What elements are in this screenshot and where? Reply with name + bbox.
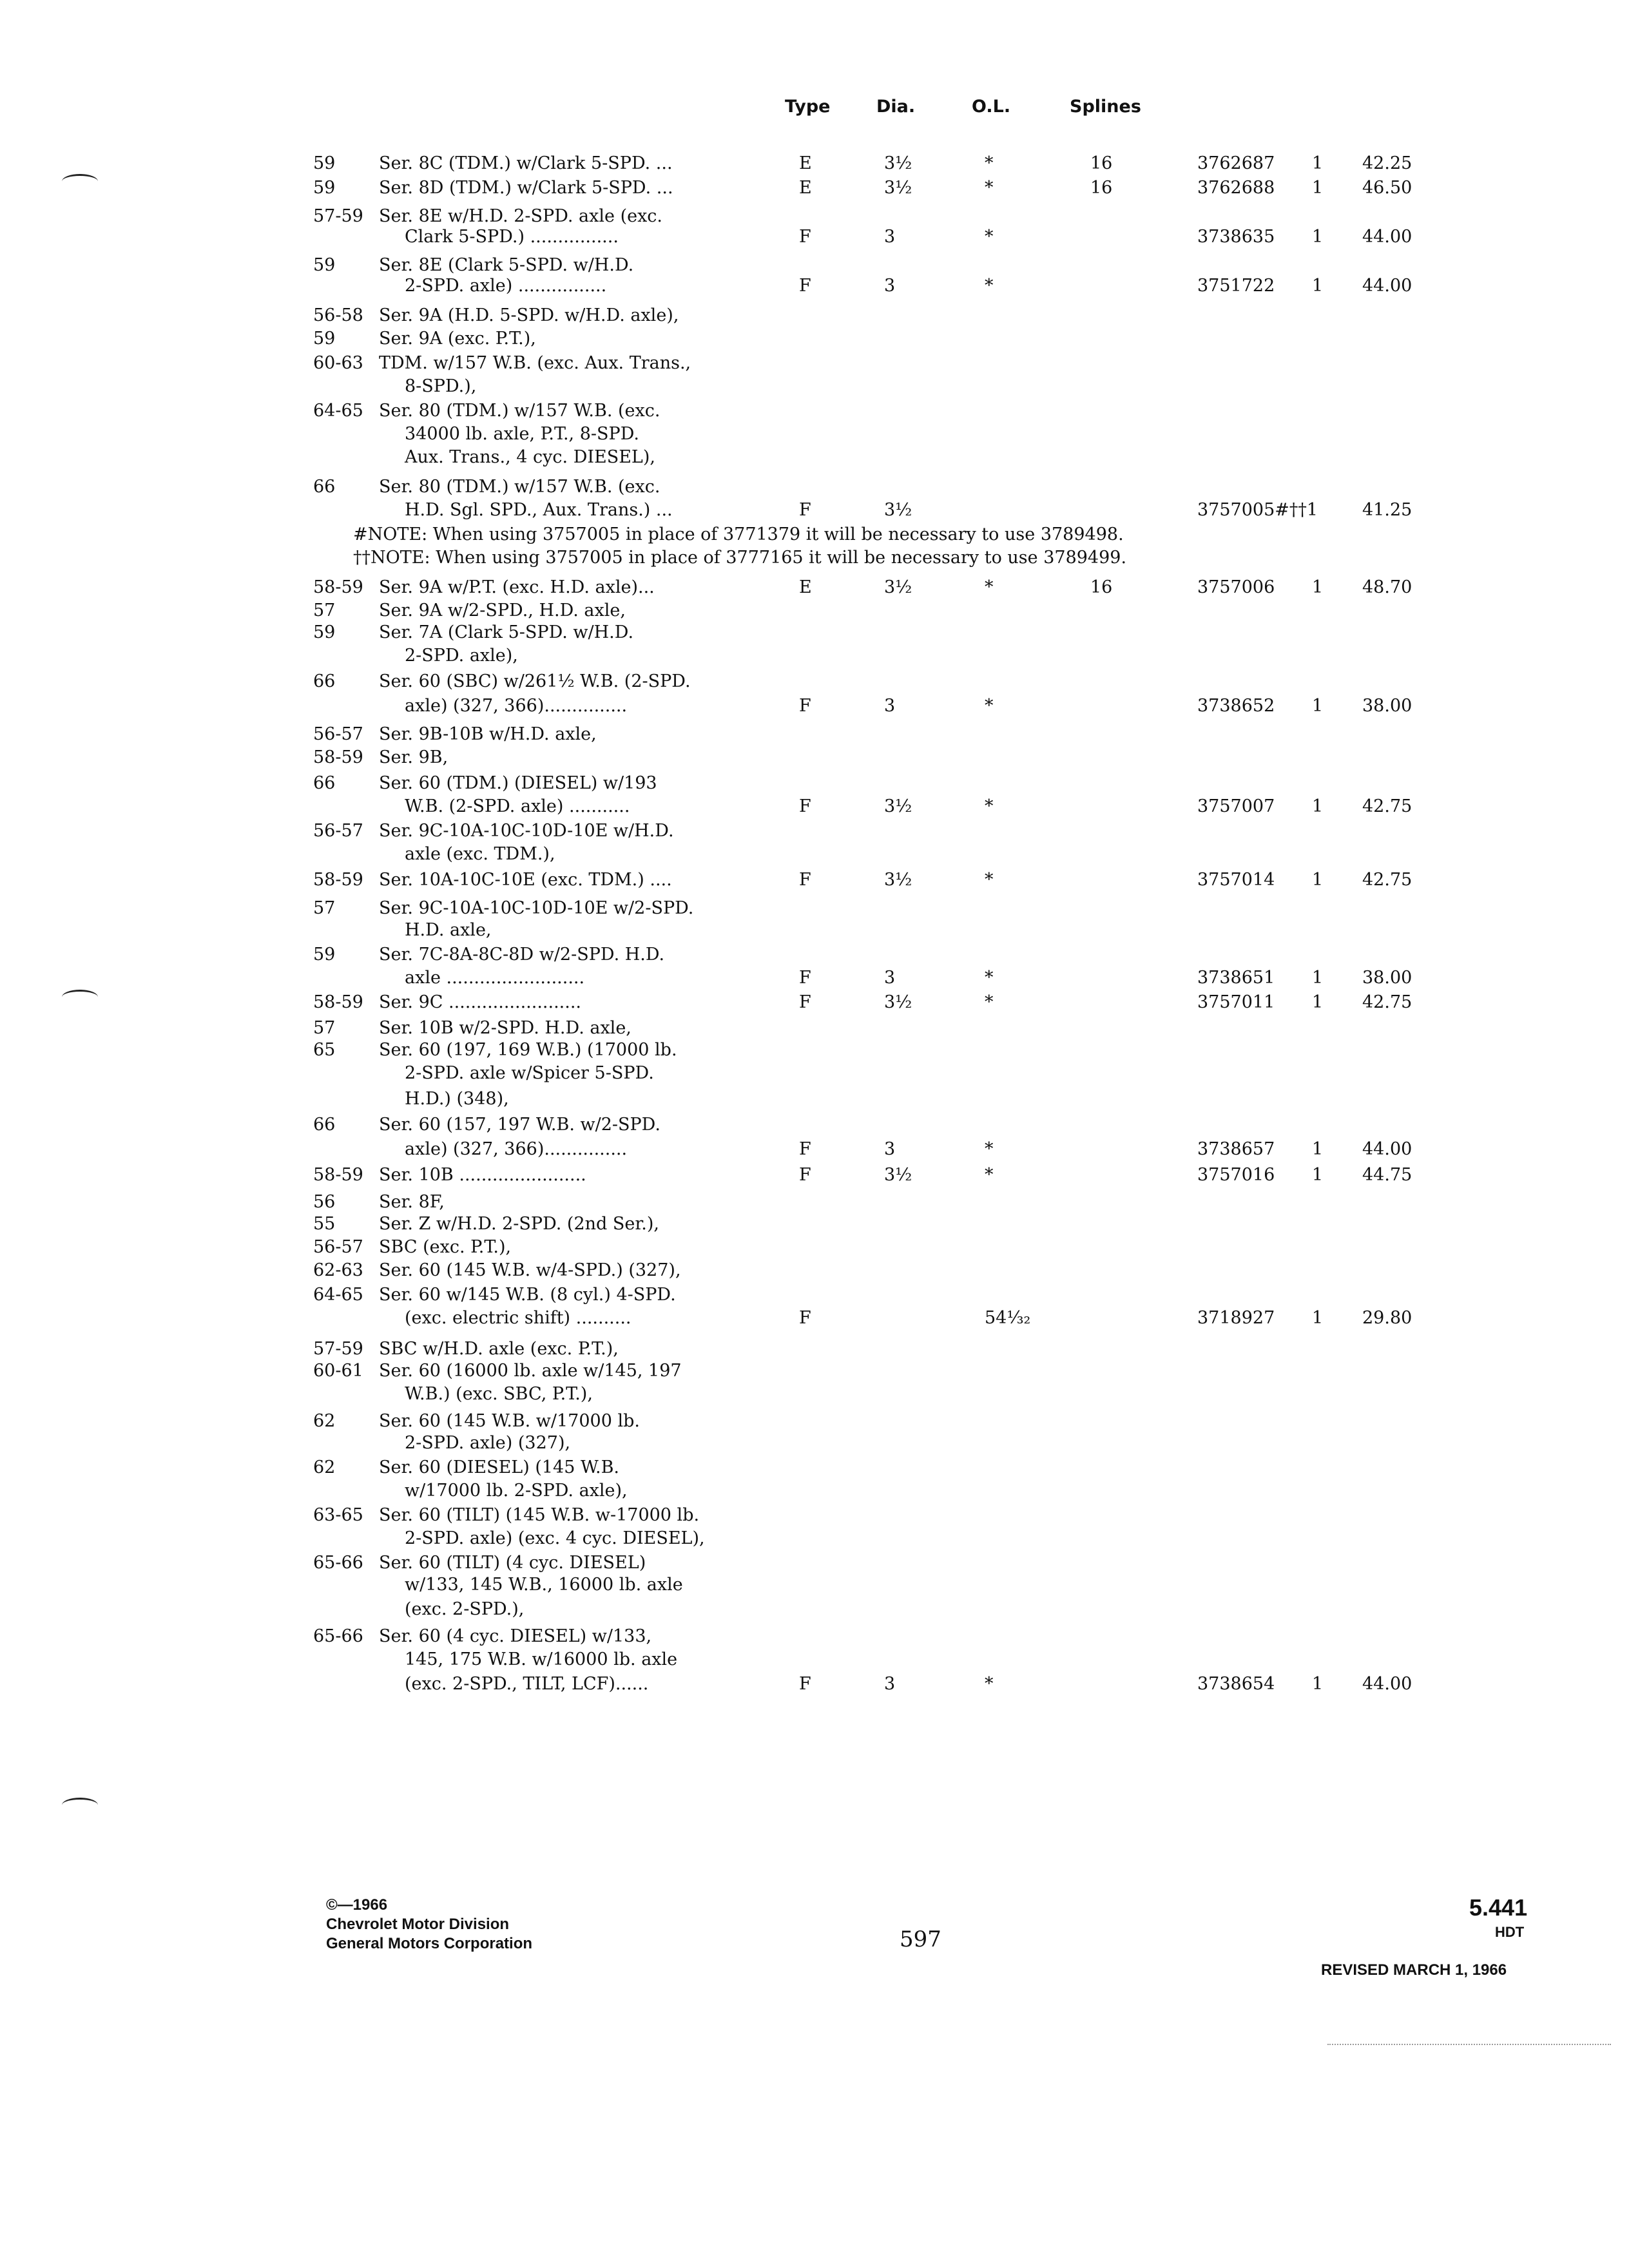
diameter-cell: 3 — [884, 696, 896, 716]
part-number-cell: 3738651 — [1197, 968, 1275, 988]
model-year: 65-66 — [313, 1553, 363, 1573]
quantity-cell: 1 — [1312, 796, 1324, 816]
overall-length-cell: 54¹⁄₃₂ — [985, 1308, 1031, 1328]
application-description: Ser. 9C-10A-10C-10D-10E w/2-SPD. — [379, 898, 694, 918]
part-number-cell: 3757007 — [1197, 796, 1275, 816]
model-year: 57 — [313, 898, 336, 918]
application-description: Ser. 8F, — [379, 1192, 445, 1212]
table-row — [0, 500, 1629, 526]
type-cell: F — [799, 500, 811, 520]
note-text: ††NOTE: When using 3757005 in place of 3777165 it will be necessary to use 3789499. — [353, 548, 1127, 568]
table-row — [0, 1575, 1629, 1600]
part-number-cell: 3757005#††1 — [1197, 500, 1318, 520]
application-description: TDM. w/157 W.B. (exc. Aux. Trans., — [379, 353, 691, 373]
overall-length-cell: * — [985, 1674, 994, 1694]
quantity-cell: 1 — [1312, 1165, 1324, 1185]
quantity-cell: 1 — [1312, 870, 1324, 890]
model-year: 66 — [313, 477, 336, 497]
application-description: Ser. 60 (TILT) (145 W.B. w-17000 lb. — [379, 1505, 700, 1525]
application-description: Ser. 8C (TDM.) w/Clark 5-SPD. ... — [379, 153, 673, 173]
application-description: H.D.) (348), — [405, 1089, 509, 1109]
application-description: 8-SPD.), — [405, 376, 477, 396]
table-row — [0, 227, 1629, 253]
splines-cell: 16 — [1090, 577, 1113, 597]
diameter-cell: 3½ — [884, 500, 912, 520]
application-description: w/17000 lb. 2-SPD. axle), — [405, 1481, 628, 1501]
table-row — [0, 1063, 1629, 1089]
splines-cell: 16 — [1090, 153, 1113, 173]
price-cell: 42.25 — [1362, 153, 1412, 173]
table-row — [0, 1089, 1629, 1115]
table-row — [0, 1040, 1629, 1066]
application-description: Aux. Trans., 4 cyc. DIESEL), — [405, 447, 655, 467]
table-row — [0, 920, 1629, 946]
diameter-cell: 3 — [884, 1139, 896, 1159]
overall-length-cell: * — [985, 227, 994, 247]
application-description: Ser. 10B ....................... — [379, 1165, 586, 1185]
price-cell: 48.70 — [1362, 577, 1412, 597]
model-year: 58-59 — [313, 870, 363, 890]
application-description: axle) (327, 366)............... — [405, 696, 628, 716]
application-description: Ser. 10B w/2-SPD. H.D. axle, — [379, 1018, 631, 1038]
table-row — [0, 696, 1629, 722]
application-description: Ser. 8E w/H.D. 2-SPD. axle (exc. — [379, 206, 663, 226]
application-description: W.B. (2-SPD. axle) ........... — [405, 796, 630, 816]
overall-length-cell: * — [985, 796, 994, 816]
table-row — [0, 447, 1629, 473]
application-description: (exc. electric shift) .......... — [405, 1308, 631, 1328]
model-year: 62 — [313, 1411, 336, 1431]
application-description: Ser. 60 (16000 lb. axle w/145, 197 — [379, 1361, 682, 1381]
type-cell: F — [799, 1308, 811, 1328]
part-number-cell: 3738635 — [1197, 227, 1275, 247]
column-header-dia: Dia. — [876, 97, 916, 117]
application-description: 2-SPD. axle w/Spicer 5-SPD. — [405, 1063, 654, 1083]
table-row — [0, 747, 1629, 773]
table-row — [0, 1260, 1629, 1286]
table-row — [0, 1481, 1629, 1506]
overall-length-cell: * — [985, 696, 994, 716]
application-description: (exc. 2-SPD.), — [405, 1599, 525, 1619]
model-year: 65-66 — [313, 1626, 363, 1646]
model-year: 62 — [313, 1457, 336, 1477]
diameter-cell: 3½ — [884, 577, 912, 597]
application-description: Ser. 60 (145 W.B. w/17000 lb. — [379, 1411, 640, 1431]
application-description: Ser. 60 (157, 197 W.B. w/2-SPD. — [379, 1115, 660, 1135]
application-description: Ser. Z w/H.D. 2-SPD. (2nd Ser.), — [379, 1214, 660, 1234]
price-cell: 42.75 — [1362, 992, 1412, 1012]
overall-length-cell: * — [985, 870, 994, 890]
application-description: H.D. axle, — [405, 920, 492, 940]
part-number-cell: 3738652 — [1197, 696, 1275, 716]
model-year: 59 — [313, 945, 336, 965]
table-row — [0, 376, 1629, 402]
model-year: 58-59 — [313, 1165, 363, 1185]
table-row — [0, 424, 1629, 450]
table-row — [0, 577, 1629, 603]
price-cell: 38.00 — [1362, 696, 1412, 716]
application-description: Ser. 8E (Clark 5-SPD. w/H.D. — [379, 255, 634, 275]
overall-length-cell: * — [985, 992, 994, 1012]
column-header-ol: O.L. — [972, 97, 1011, 117]
application-description: Ser. 9B-10B w/H.D. axle, — [379, 724, 597, 744]
part-number-cell: 3757016 — [1197, 1165, 1275, 1185]
table-row — [0, 671, 1629, 697]
copyright-line: ©—1966 — [326, 1896, 388, 1914]
table-row — [0, 796, 1629, 822]
application-description: Ser. 60 (TDM.) (DIESEL) w/193 — [379, 773, 657, 793]
quantity-cell: 1 — [1312, 153, 1324, 173]
application-description: Ser. 9A (H.D. 5-SPD. w/H.D. axle), — [379, 305, 679, 325]
model-year: 62-63 — [313, 1260, 363, 1280]
part-number-cell: 3757014 — [1197, 870, 1275, 890]
model-year: 57-59 — [313, 1339, 363, 1359]
quantity-cell: 1 — [1312, 227, 1324, 247]
application-description: Ser. 9A (exc. P.T.), — [379, 329, 536, 349]
type-cell: F — [799, 696, 811, 716]
type-cell: F — [799, 968, 811, 988]
table-row — [0, 1115, 1629, 1140]
model-year: 63-65 — [313, 1505, 363, 1525]
type-cell: F — [799, 1139, 811, 1159]
overall-length-cell: * — [985, 1139, 994, 1159]
diameter-cell: 3 — [884, 227, 896, 247]
price-cell: 42.75 — [1362, 796, 1412, 816]
model-year: 59 — [313, 178, 336, 198]
corporation-line: General Motors Corporation — [326, 1935, 533, 1952]
table-row — [0, 844, 1629, 870]
table-row — [0, 821, 1629, 847]
table-row — [0, 1599, 1629, 1625]
part-number-cell: 3738654 — [1197, 1674, 1275, 1694]
splines-cell: 16 — [1090, 178, 1113, 198]
diameter-cell: 3 — [884, 1674, 896, 1694]
table-row — [0, 646, 1629, 671]
table-row — [0, 870, 1629, 896]
part-number-cell: 3751722 — [1197, 276, 1275, 296]
model-year: 66 — [313, 671, 336, 691]
type-cell: F — [799, 276, 811, 296]
diameter-cell: 3 — [884, 968, 896, 988]
price-cell: 44.00 — [1362, 1674, 1412, 1694]
model-year: 59 — [313, 153, 336, 173]
overall-length-cell: * — [985, 577, 994, 597]
type-cell: F — [799, 992, 811, 1012]
table-row — [0, 1626, 1629, 1652]
table-row — [0, 401, 1629, 427]
application-description: H.D. Sgl. SPD., Aux. Trans.) ... — [405, 500, 673, 520]
table-row — [0, 1361, 1629, 1387]
table-row — [0, 353, 1629, 379]
table-note — [0, 548, 1629, 573]
type-cell: E — [799, 577, 812, 597]
model-year: 55 — [313, 1214, 336, 1234]
section-subtitle: HDT — [1495, 1924, 1525, 1940]
quantity-cell: 1 — [1312, 1674, 1324, 1694]
table-row — [0, 153, 1629, 179]
overall-length-cell: * — [985, 276, 994, 296]
application-description: (exc. 2-SPD., TILT, LCF)...... — [405, 1674, 649, 1694]
model-year: 66 — [313, 773, 336, 793]
application-description: SBC (exc. P.T.), — [379, 1237, 512, 1257]
application-description: 2-SPD. axle), — [405, 646, 518, 666]
type-cell: F — [799, 1165, 811, 1185]
table-row — [0, 1528, 1629, 1554]
price-cell: 44.00 — [1362, 227, 1412, 247]
table-note — [0, 524, 1629, 550]
application-description: axle) (327, 366)............... — [405, 1139, 628, 1159]
price-cell: 44.75 — [1362, 1165, 1412, 1185]
column-header-type: Type — [785, 97, 831, 117]
part-number-cell: 3718927 — [1197, 1308, 1275, 1328]
price-cell: 38.00 — [1362, 968, 1412, 988]
table-row — [0, 1165, 1629, 1191]
binder-hole-mark — [62, 1798, 98, 1812]
type-cell: F — [799, 870, 811, 890]
price-cell: 41.25 — [1362, 500, 1412, 520]
section-number: 5.441 — [1469, 1894, 1528, 1921]
overall-length-cell: * — [985, 968, 994, 988]
model-year: 66 — [313, 1115, 336, 1135]
model-year: 56-57 — [313, 821, 363, 841]
application-description: Ser. 9A w/2-SPD., H.D. axle, — [379, 601, 626, 620]
application-description: Ser. 9A w/P.T. (exc. H.D. axle)... — [379, 577, 655, 597]
application-description: Ser. 60 (SBC) w/261½ W.B. (2-SPD. — [379, 671, 691, 691]
quantity-cell: 1 — [1312, 178, 1324, 198]
publisher-block — [326, 1896, 532, 1954]
table-row — [0, 1457, 1629, 1483]
application-description: axle ......................... — [405, 968, 585, 988]
model-year: 56-57 — [313, 724, 363, 744]
table-row — [0, 1674, 1629, 1700]
table-row — [0, 1433, 1629, 1459]
model-year: 60-61 — [313, 1361, 363, 1381]
application-description: 145, 175 W.B. w/16000 lb. axle — [405, 1649, 678, 1669]
model-year: 58-59 — [313, 992, 363, 1012]
model-year: 59 — [313, 622, 336, 642]
dotted-rule — [1327, 2044, 1611, 2045]
overall-length-cell: * — [985, 153, 994, 173]
application-description: w/133, 145 W.B., 16000 lb. axle — [405, 1575, 683, 1595]
application-description: Ser. 60 (DIESEL) (145 W.B. — [379, 1457, 620, 1477]
application-description: Ser. 10A-10C-10E (exc. TDM.) .... — [379, 870, 672, 890]
price-cell: 44.00 — [1362, 1139, 1412, 1159]
model-year: 57-59 — [313, 206, 363, 226]
application-description: Clark 5-SPD.) ................ — [405, 227, 619, 247]
quantity-cell: 1 — [1312, 577, 1324, 597]
table-row — [0, 178, 1629, 204]
application-description: 2-SPD. axle) (exc. 4 cyc. DIESEL), — [405, 1528, 705, 1548]
part-number-cell: 3757011 — [1197, 992, 1275, 1012]
application-description: Ser. 9B, — [379, 747, 448, 767]
table-row — [0, 1214, 1629, 1240]
application-description: axle (exc. TDM.), — [405, 844, 555, 864]
type-cell: F — [799, 796, 811, 816]
table-row — [0, 1139, 1629, 1165]
diameter-cell: 3½ — [884, 178, 912, 198]
application-description: Ser. 7A (Clark 5-SPD. w/H.D. — [379, 622, 634, 642]
model-year: 58-59 — [313, 747, 363, 767]
table-row — [0, 1505, 1629, 1531]
application-description: SBC w/H.D. axle (exc. P.T.), — [379, 1339, 619, 1359]
model-year: 56 — [313, 1192, 336, 1212]
table-row — [0, 992, 1629, 1018]
part-number-cell: 3757006 — [1197, 577, 1275, 597]
model-year: 58-59 — [313, 577, 363, 597]
application-description: 2-SPD. axle) (327), — [405, 1433, 571, 1453]
column-header-splines: Splines — [1070, 97, 1141, 117]
overall-length-cell: * — [985, 178, 994, 198]
diameter-cell: 3½ — [884, 992, 912, 1012]
application-description: Ser. 80 (TDM.) w/157 W.B. (exc. — [379, 401, 660, 421]
quantity-cell: 1 — [1312, 276, 1324, 296]
page-number: 597 — [900, 1927, 941, 1952]
price-cell: 42.75 — [1362, 870, 1412, 890]
application-description: 34000 lb. axle, P.T., 8-SPD. — [405, 424, 639, 444]
quantity-cell: 1 — [1312, 696, 1324, 716]
model-year: 57 — [313, 601, 336, 620]
diameter-cell: 3½ — [884, 870, 912, 890]
type-cell: E — [799, 153, 812, 173]
table-row — [0, 1285, 1629, 1311]
table-row — [0, 945, 1629, 970]
table-row — [0, 622, 1629, 648]
model-year: 60-63 — [313, 353, 363, 373]
note-text: #NOTE: When using 3757005 in place of 3771379 it will be necessary to use 3789498. — [353, 524, 1124, 544]
application-description: Ser. 60 (TILT) (4 cyc. DIESEL) — [379, 1553, 646, 1573]
application-description: Ser. 7C-8A-8C-8D w/2-SPD. H.D. — [379, 945, 665, 965]
price-cell: 46.50 — [1362, 178, 1412, 198]
table-row — [0, 724, 1629, 750]
diameter-cell: 3½ — [884, 796, 912, 816]
application-description: Ser. 60 (145 W.B. w/4-SPD.) (327), — [379, 1260, 681, 1280]
price-cell: 44.00 — [1362, 276, 1412, 296]
division-line: Chevrolet Motor Division — [326, 1916, 510, 1933]
diameter-cell: 3½ — [884, 153, 912, 173]
application-description: Ser. 9C ........................ — [379, 992, 581, 1012]
model-year: 64-65 — [313, 1285, 363, 1305]
table-row — [0, 1384, 1629, 1410]
model-year: 59 — [313, 255, 336, 275]
type-cell: E — [799, 178, 812, 198]
table-row — [0, 1237, 1629, 1263]
diameter-cell: 3 — [884, 276, 896, 296]
type-cell: F — [799, 227, 811, 247]
table-row — [0, 968, 1629, 994]
application-description: Ser. 8D (TDM.) w/Clark 5-SPD. ... — [379, 178, 673, 198]
application-description: Ser. 80 (TDM.) w/157 W.B. (exc. — [379, 477, 660, 497]
part-number-cell: 3762687 — [1197, 153, 1275, 173]
model-year: 64-65 — [313, 401, 363, 421]
part-number-cell: 3738657 — [1197, 1139, 1275, 1159]
quantity-cell: 1 — [1312, 1308, 1324, 1328]
model-year: 65 — [313, 1040, 336, 1060]
revision-date: REVISED MARCH 1, 1966 — [1321, 1961, 1507, 1979]
diameter-cell: 3½ — [884, 1165, 912, 1185]
table-row — [0, 329, 1629, 354]
table-row — [0, 305, 1629, 331]
part-number-cell: 3762688 — [1197, 178, 1275, 198]
type-cell: F — [799, 1674, 811, 1694]
table-row — [0, 1308, 1629, 1334]
quantity-cell: 1 — [1312, 992, 1324, 1012]
model-year: 56-58 — [313, 305, 363, 325]
table-row — [0, 1649, 1629, 1675]
quantity-cell: 1 — [1312, 1139, 1324, 1159]
table-row — [0, 773, 1629, 799]
application-description: Ser. 60 (197, 169 W.B.) (17000 lb. — [379, 1040, 677, 1060]
application-description: Ser. 60 w/145 W.B. (8 cyl.) 4-SPD. — [379, 1285, 676, 1305]
table-row — [0, 276, 1629, 302]
overall-length-cell: * — [985, 1165, 994, 1185]
application-description: Ser. 60 (4 cyc. DIESEL) w/133, — [379, 1626, 652, 1646]
quantity-cell: 1 — [1312, 968, 1324, 988]
application-description: 2-SPD. axle) ................ — [405, 276, 607, 296]
model-year: 57 — [313, 1018, 336, 1038]
model-year: 59 — [313, 329, 336, 349]
model-year: 56-57 — [313, 1237, 363, 1257]
application-description: W.B.) (exc. SBC, P.T.), — [405, 1384, 593, 1404]
price-cell: 29.80 — [1362, 1308, 1412, 1328]
table-row — [0, 477, 1629, 503]
application-description: Ser. 9C-10A-10C-10D-10E w/H.D. — [379, 821, 674, 841]
